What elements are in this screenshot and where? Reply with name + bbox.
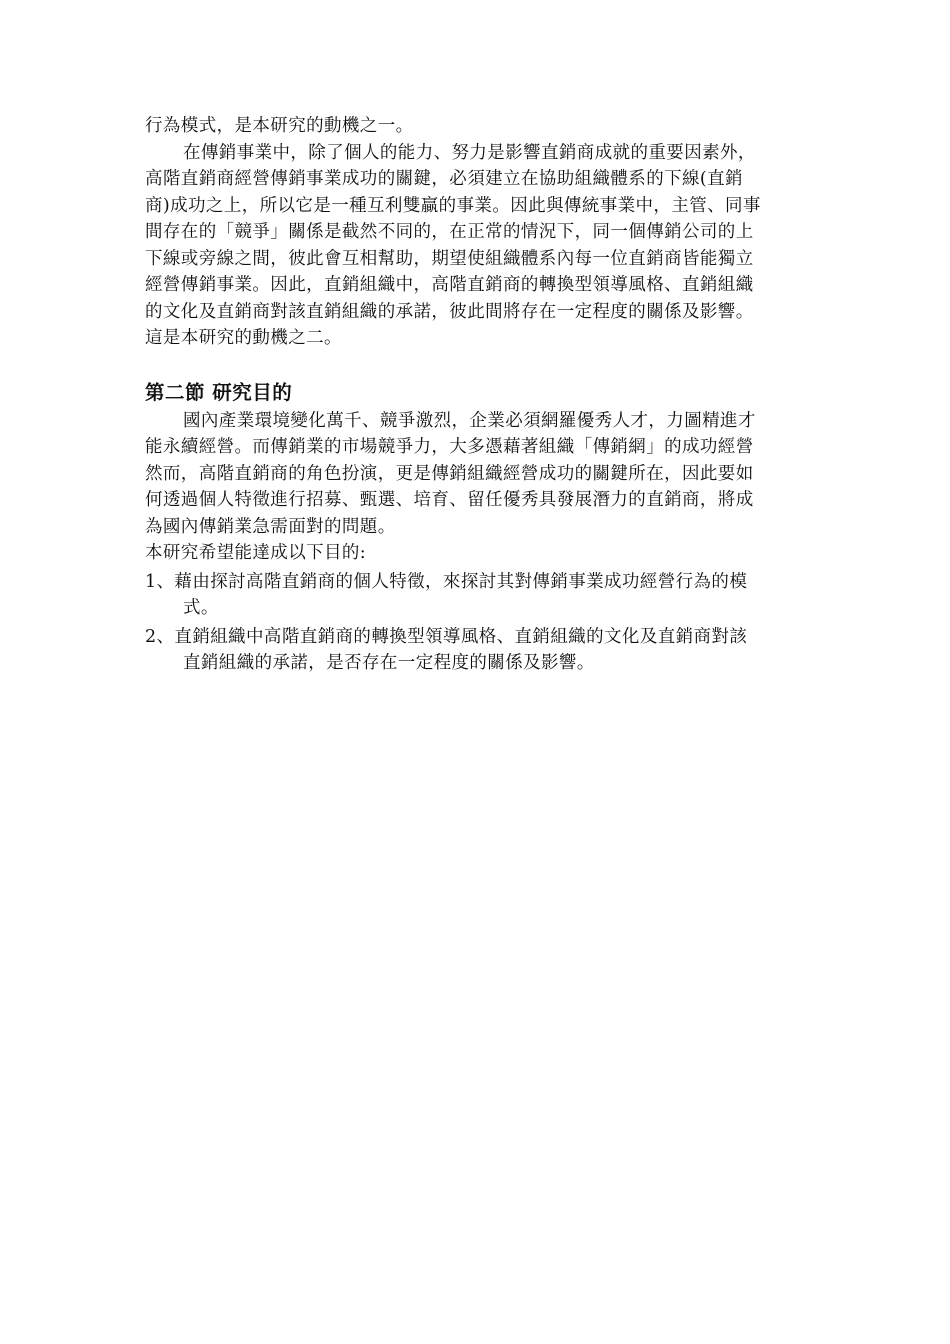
intro-line: 行為模式，是本研究的動機之一。	[145, 116, 414, 136]
paragraph-line: 間存在的「競爭」關係是截然不同的，在正常的情況下，同一個傳銷公司的上	[145, 222, 754, 242]
list-item	[145, 624, 810, 677]
paragraph-line: 何透過個人特徵進行招募、甄選、培育、留任優秀具發展潛力的直銷商，將成	[145, 490, 754, 510]
section-heading: 第二節 研究目的	[145, 380, 293, 404]
list-item-continuation: 式。	[183, 598, 219, 618]
paragraph-line: 在傳銷事業中，除了個人的能力、努力是影響直銷商成就的重要因素外，	[183, 142, 756, 163]
paragraph-line: 能永續經營。而傳銷業的市場競爭力，大多憑藉著組織「傳銷網」的成功經營	[145, 437, 754, 457]
list-item	[145, 569, 810, 622]
paragraph-line: 經營傳銷事業。因此，直銷組織中，高階直銷商的轉換型領導風格、直銷組織	[145, 275, 754, 295]
purpose-paragraph	[145, 408, 810, 541]
list-item-continuation: 直銷組織的承諾，是否存在一定程度的關係及影響。	[183, 653, 595, 673]
list-item-line: 1、藉由探討高階直銷商的個人特徵，來探討其對傳銷事業成功經營行為的模	[145, 571, 748, 592]
motivation-paragraph	[145, 140, 810, 352]
paragraph-line: 的文化及直銷商對該直銷組織的承諾，彼此間將存在一定程度的關係及影響。	[145, 301, 754, 322]
paragraph-line: 然而，高階直銷商的角色扮演，更是傳銷組織經營成功的關鍵所在，因此要如	[145, 463, 754, 484]
objectives-list	[145, 569, 810, 677]
paragraph-line: 這是本研究的動機之二。	[145, 328, 342, 348]
paragraph-line: 為國內傳銷業急需面對的問題。	[145, 516, 396, 537]
objectives-lead: 本研究希望能達成以下目的:	[145, 543, 367, 563]
paragraph-line: 商)成功之上，所以它是一種互利雙贏的事業。因此與傳統事業中，主管、同事	[145, 195, 761, 216]
paragraph-line: 高階直銷商經營傳銷事業成功的關鍵，必須建立在協助組織體系的下線(直銷	[145, 169, 743, 189]
list-item-line: 2、直銷組織中高階直銷商的轉換型領導風格、直銷組織的文化及直銷商對該	[145, 626, 748, 647]
paragraph-line: 下線或旁線之間，彼此會互相幫助，期望使組織體系內每一位直銷商皆能獨立	[145, 248, 754, 269]
paragraph-line: 國內產業環境變化萬千、競爭激烈，企業必須網羅優秀人才，力圖精進才	[183, 410, 756, 431]
page-content	[145, 113, 810, 677]
